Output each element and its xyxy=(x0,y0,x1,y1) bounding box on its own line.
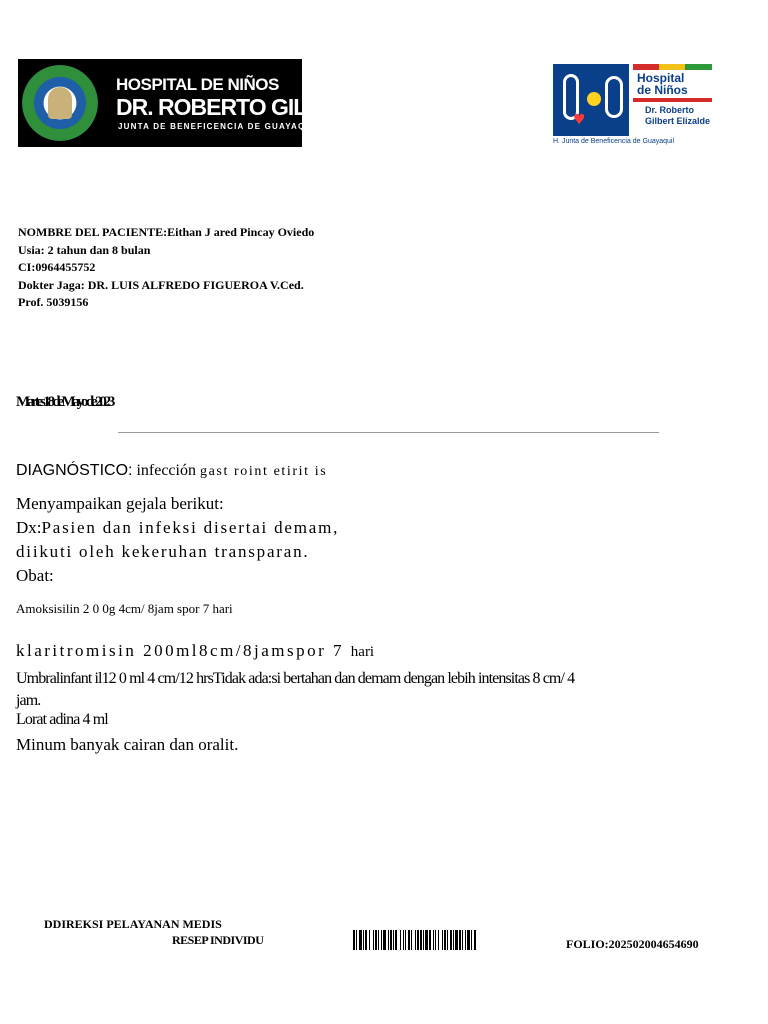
medication-tail: hari xyxy=(350,644,375,660)
color-stripes xyxy=(633,64,712,70)
logo-right-line2: de Niños xyxy=(637,83,688,97)
symptoms-section xyxy=(16,492,339,588)
medical-advice: Minum banyak cairan dan oralit. xyxy=(16,735,239,754)
medication-item: Umbralinfant il12 0 ml 4 cm/12 hrsTidak ada:si bertahan dan demam dengan lebih intensitas 8 cm/ 4 jam. xyxy=(16,670,575,709)
medication-item: Lorat adina 4 ml xyxy=(16,711,108,728)
patient-id: CI:0964455752 xyxy=(18,260,96,274)
children-drawing-icon: ♥ xyxy=(553,64,629,136)
folio-number: FOLIO:202502004654690 xyxy=(566,937,699,951)
logo-left-line2: DR. ROBERTO GILBERT E. xyxy=(116,94,391,120)
logo-right-line4: Gilbert Elizalde xyxy=(645,116,711,126)
medication-item: Amoksisilin 2 0 0g 4cm/ 8jam spor 7 hari xyxy=(16,601,233,616)
footer-document-type: RESEP INDIVIDU xyxy=(172,933,264,947)
doctor-prof-id: Prof. 5039156 xyxy=(18,295,89,309)
logo-right-line3: Dr. Roberto xyxy=(645,105,695,115)
diagnosis-value-part1: infección xyxy=(136,462,196,479)
logo-right-divider xyxy=(633,98,712,102)
medication-main: klaritromisin 200ml8cm/8jamspor 7 xyxy=(16,641,345,660)
diagnosis-value-part2: gast roint etirit is xyxy=(199,464,328,479)
barcode-icon xyxy=(353,930,529,950)
diagnosis-label: DIAGNÓSTICO: xyxy=(16,462,133,479)
hospital-logo-right xyxy=(553,64,712,147)
logo-left-line3: JUNTA DE BENEFICENCIA DE GUAYAQUIL xyxy=(118,122,322,131)
patient-name: NOMBRE DEL PACIENTE:Eithan J ared Pincay Oviedo xyxy=(18,225,315,239)
dx-prefix: Dx: xyxy=(16,518,42,537)
dx-line2: diikuti oleh kekeruhan transparan. xyxy=(16,542,310,561)
dx-line1: Pasien dan infeksi disertai demam, xyxy=(41,518,340,537)
doctor-name: Dokter Jaga: DR. LUIS ALFREDO FIGUEROA V.Ced. xyxy=(18,277,304,292)
meds-label: Obat: xyxy=(16,566,54,585)
patient-age: Usia: 2 tahun dan 8 bulan xyxy=(18,242,151,257)
prescription-date: Martes 18 de Mayo de 2023 xyxy=(16,394,113,410)
patient-info xyxy=(18,224,314,312)
footer-department: DDIREKSI PELAYANAN MEDIS xyxy=(44,917,222,931)
logo-right-line1: Hospital xyxy=(637,71,685,85)
medication-item xyxy=(16,641,374,661)
diagnosis xyxy=(16,462,327,480)
symptoms-intro: Menyampaikan gejala berikut: xyxy=(16,494,224,513)
logo-left-line1: HOSPITAL DE NIÑOS xyxy=(116,75,279,94)
divider-line xyxy=(118,432,659,433)
logo-right-footer: H. Junta de Beneficencia de Guayaquil xyxy=(553,138,675,145)
hospital-seal-icon xyxy=(22,65,98,141)
hospital-logo-left xyxy=(18,59,391,147)
